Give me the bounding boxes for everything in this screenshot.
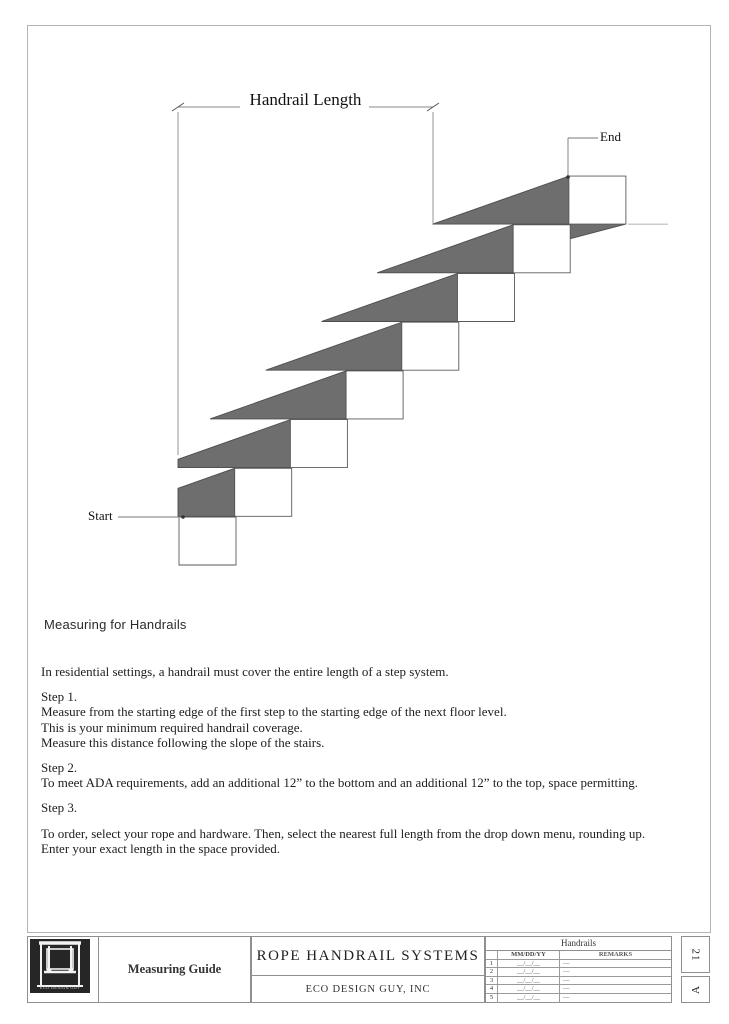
instruction-line: Measure from the starting edge of the first step to the starting edge of the next floor level. (41, 704, 507, 720)
stair-shape (377, 225, 513, 273)
rev-num: 5 (486, 994, 498, 1003)
instruction-line: To order, select your rope and hardware. Then, select the nearest full length from the drop down menu, rounding up. (41, 825, 646, 841)
stair-shape (513, 225, 570, 273)
revision-row (486, 977, 671, 986)
end-label: End (600, 129, 621, 144)
stair-shape (235, 468, 292, 516)
rev-remarks-header: REMARKS (598, 951, 633, 958)
rev-num: 3 (486, 977, 498, 985)
instruction-line: To meet ADA requirements, add an additional 12” to the bottom and an additional 12” to the top, space permitting. (41, 775, 638, 791)
section-heading: Measuring for Handrails (44, 617, 187, 632)
rev-date: __/__/__ (498, 968, 560, 976)
revision-table (485, 936, 672, 1003)
rev-date: __/__/__ (498, 994, 560, 1003)
revision-table-title: Handrails (486, 937, 671, 951)
instructions (41, 664, 681, 866)
sheet-number-box (681, 936, 710, 973)
stair-shape (569, 224, 626, 239)
dimension-label: Handrail Length (249, 90, 362, 109)
instruction-group (41, 760, 681, 790)
instruction-line: Step 2. (41, 760, 78, 776)
rev-num-header (486, 951, 498, 959)
instruction-group (41, 689, 681, 750)
instruction-line: Step 3. (41, 800, 78, 816)
revision-letter: A (689, 985, 702, 994)
stair-shape (179, 517, 236, 565)
rev-date-header: MM/DD/YY (498, 951, 560, 959)
revision-letter-box (681, 976, 710, 1003)
instruction-line: Step 1. (41, 689, 78, 705)
stair-shape (178, 420, 290, 468)
stair-shape (569, 176, 626, 224)
instruction-line: Measure this distance following the slope of the stairs. (41, 734, 325, 750)
stair-shape (290, 420, 347, 468)
company-title: ROPE HANDRAIL SYSTEMS (252, 937, 484, 976)
revision-rows (486, 960, 671, 1003)
instruction-line: Enter your exact length in the space provided. (41, 840, 280, 856)
instruction-group (41, 826, 681, 856)
document-type: Measuring Guide (127, 962, 222, 976)
leader-dot (566, 175, 570, 179)
titleblock-left-cell (27, 936, 251, 1003)
revision-row (486, 994, 671, 1003)
revision-row (486, 985, 671, 994)
stair-shape (458, 274, 515, 322)
stair-shape (322, 274, 458, 322)
logo-caption: ECO DESIGN GUY (39, 985, 81, 990)
rev-num: 4 (486, 985, 498, 993)
rev-remark: — (563, 976, 570, 984)
instruction-group (41, 664, 681, 679)
revision-table-header (486, 951, 671, 960)
stair-shape (266, 322, 402, 370)
sheet-number: 21 (689, 948, 702, 961)
company-logo (30, 939, 90, 993)
rev-num: 1 (486, 960, 498, 968)
stair-shape (433, 176, 569, 224)
rev-remark: — (563, 959, 570, 967)
start-label: Start (88, 508, 113, 523)
rev-date: __/__/__ (498, 985, 560, 993)
stair-shape (346, 371, 403, 419)
rev-date: __/__/__ (498, 960, 560, 968)
stair-shape (178, 468, 235, 516)
rev-remark: — (563, 968, 570, 976)
company-subtitle: ECO DESIGN GUY, INC (305, 983, 431, 995)
rev-date: __/__/__ (498, 977, 560, 985)
leader-dot (181, 515, 185, 519)
stair-shape (210, 371, 346, 419)
revision-row (486, 960, 671, 969)
instruction-group (41, 800, 681, 815)
instruction-line: This is your minimum required handrail coverage. (41, 719, 303, 735)
revision-row (486, 968, 671, 977)
instruction-line: In residential settings, a handrail must cover the entire length of a step system. (41, 664, 449, 679)
rev-num: 2 (486, 968, 498, 976)
stair-shape (402, 322, 459, 370)
titleblock-company-cell (251, 936, 485, 1003)
rev-remark: — (563, 985, 570, 993)
rev-remark: — (563, 993, 570, 1001)
